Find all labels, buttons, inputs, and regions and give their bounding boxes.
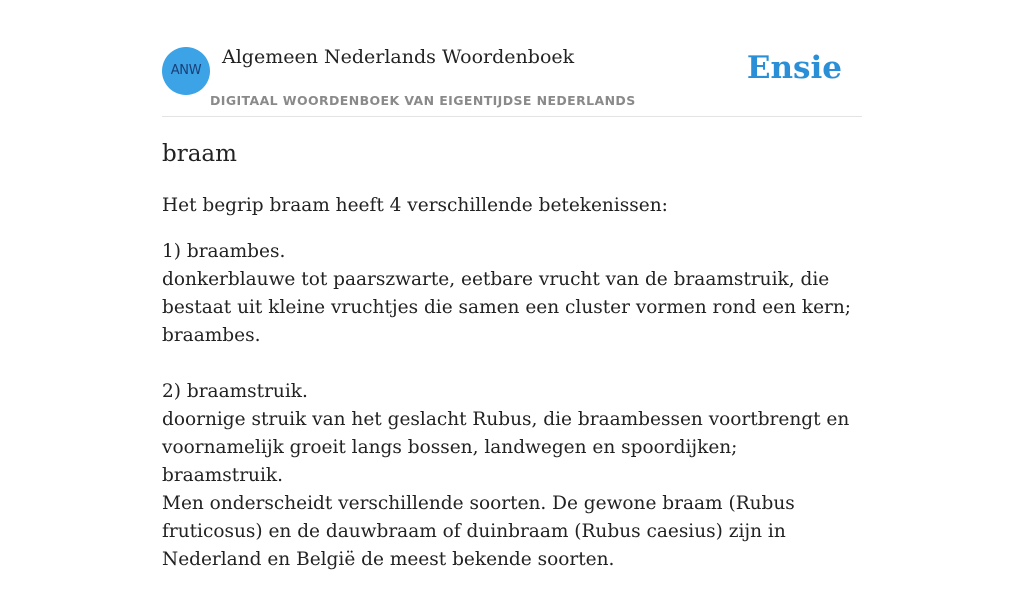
entry-content (162, 138, 862, 602)
meaning-item (162, 238, 862, 350)
entry-word: braam (162, 141, 237, 167)
site-header (162, 38, 862, 117)
meaning-item (162, 378, 862, 574)
meaning-note: Men onderscheidt verschillende soorten. De gewone braam (Rubus fruticosus) en de dauwbraam of duinbraam (Rubus caesius) zijn in Nederland en België de meest bekende soorten. (162, 493, 795, 570)
anw-logo[interactable]: ANW (162, 47, 210, 95)
site-subtitle: DIGITAAL WOORDENBOEK VAN EIGENTIJDSE NEDERLANDS (210, 93, 636, 108)
meaning-number-label: 2) braamstruik. (162, 381, 308, 402)
entry-intro: Het begrip braam heeft 4 verschillende betekenissen: (162, 195, 668, 216)
meaning-definition: doornige struik van het geslacht Rubus, die braambessen voortbrengt en voornamelijk groeit langs bossen, landwegen en spoordijken; braamstruik. (162, 409, 850, 486)
ensie-brand-link[interactable]: Ensie (746, 50, 842, 86)
site-title[interactable]: Algemeen Nederlands Woordenboek (222, 46, 575, 68)
meaning-number-label: 1) braambes. (162, 241, 286, 262)
meaning-definition: donkerblauwe tot paarszwarte, eetbare vrucht van de braamstruik, die bestaat uit kleine vruchtjes die samen een cluster vormen rond een kern; braambes. (162, 269, 852, 346)
